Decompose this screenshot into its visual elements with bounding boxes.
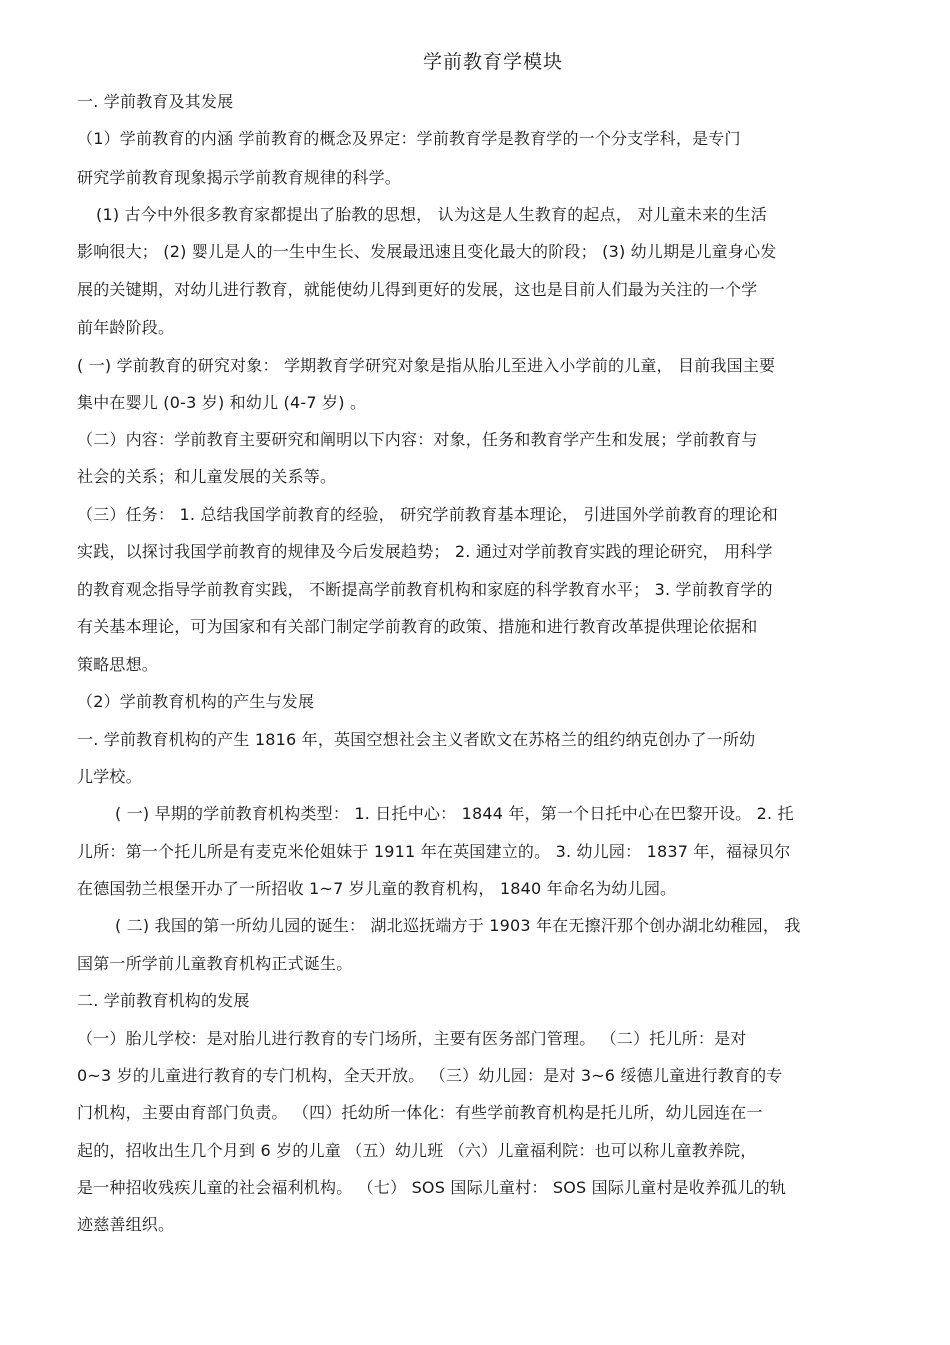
text-line: 研究学前教育现象揭示学前教育规律的科学。 (77, 168, 402, 187)
text-line: 儿所：第一个托儿所是有麦克米伦姐妹于 1911 年在英国建立的。 3. 幼儿园： 1837 年，福禄贝尔 (77, 842, 791, 861)
text-line: 是一种招收残疾儿童的社会福利机构。 （七） SOS 国际儿童村： SOS 国际儿童村是收养孤儿的轨 (77, 1178, 787, 1197)
text-line: 一. 学前教育机构的产生 1816 年，英国空想社会主义者欧文在苏格兰的组约纳克创办了一所幼 (77, 730, 756, 749)
text-line: 国第一所学前儿童教育机构正式诞生。 (77, 954, 353, 973)
text-line: 的教育观念指导学前教育实践， 不断提高学前教育机构和家庭的科学教育水平； 3. 学前教育学的 (77, 580, 773, 599)
text-line: 在德国勃兰根堡开办了一所招收 1~7 岁儿童的教育机构， 1840 年命名为幼儿园。 (77, 879, 677, 898)
text-line: 0~3 岁的儿童进行教育的专门机构，全天开放。 （三）幼儿园：是对 3~6 绥德儿童进行教育的专 (77, 1066, 783, 1085)
text-line: 展的关键期，对幼儿进行教育，就能使幼儿得到更好的发展，这也是目前人们最为关注的一个学 (77, 280, 758, 299)
text-line: ( 一) 学前教育的研究对象： 学期教育学研究对象是指从胎儿至进入小学前的儿童， 目前我国主要 (77, 356, 776, 375)
text-line: (1) 古今中外很多教育家都提出了胎教的思想， 认为这是人生教育的起点， 对儿童未来的生活 (96, 205, 767, 224)
text-line: 一. 学前教育及其发展 (77, 92, 234, 111)
text-line: （2）学前教育机构的产生与发展 (77, 692, 315, 711)
document-title: 学前教育学模块 (422, 51, 563, 73)
text-line: 影响很大； (2) 婴儿是人的一生中生长、发展最迅速且变化最大的阶段； (3) 幼儿期是儿童身心发 (77, 242, 777, 261)
text-line: （1）学前教育的内涵 学前教育的概念及界定：学前教育学是教育学的一个分支学科，是专门 (77, 129, 741, 148)
text-line: （二）内容：学前教育主要研究和阐明以下内容：对象，任务和教育学产生和发展；学前教育与 (77, 430, 758, 449)
text-line: 集中在婴儿 (0-3 岁) 和幼儿 (4-7 岁) 。 (77, 393, 367, 412)
text-line: 社会的关系；和儿童发展的关系等。 (77, 467, 337, 486)
text-line: 儿学校。 (77, 767, 142, 786)
text-line: 迹慈善组织。 (77, 1215, 175, 1234)
text-line: （三）任务： 1. 总结我国学前教育的经验， 研究学前教育基本理论， 引进国外学前教育的理论和 (77, 505, 779, 524)
text-line: 策略思想。 (77, 655, 159, 674)
text-line: （一）胎儿学校：是对胎儿进行教育的专门场所，主要有医务部门管理。 （二）托儿所：是对 (77, 1029, 747, 1048)
text-line: 起的，招收出生几个月到 6 岁的儿童 （五）幼儿班 （六）儿童福利院：也可以称儿童教养院， (77, 1141, 757, 1160)
text-line: 前年龄阶段。 (77, 318, 175, 337)
text-line: 实践，以探讨我国学前教育的规律及今后发展趋势； 2. 通过对学前教育实践的理论研究， 用科学 (77, 542, 773, 561)
text-line: ( 二) 我国的第一所幼儿园的诞生： 湖北巡抚端方于 1903 年在无擦汗那个创办湖北幼稚园， 我 (115, 916, 801, 935)
text-line: 有关基本理论，可为国家和有关部门制定学前教育的政策、措施和进行教育改革提供理论依据和 (77, 617, 758, 636)
text-line: 二. 学前教育机构的发展 (77, 991, 250, 1010)
text-line: ( 一) 早期的学前教育机构类型： 1. 日托中心： 1844 年，第一个日托中心在巴黎开设。 2. 托 (115, 804, 794, 823)
text-line: 门机构，主要由育部门负责。 （四）托幼所一体化：有些学前教育机构是托儿所，幼儿园连在一 (77, 1103, 763, 1122)
